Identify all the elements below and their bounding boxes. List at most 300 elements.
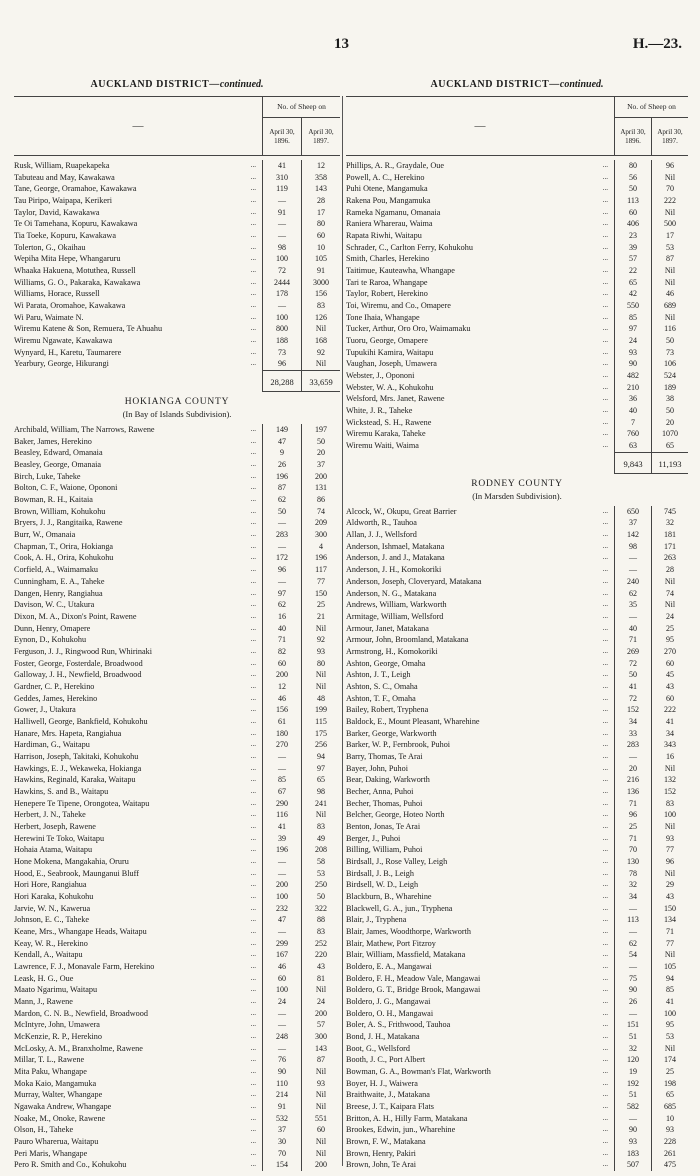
owner-name: Gower, J., Utakura <box>14 705 76 715</box>
table-row <box>14 207 340 219</box>
owner-name: Johnson, E. C., Taheke <box>14 915 90 925</box>
sheep-1897: 20 <box>301 447 340 459</box>
sheep-1897: Nil <box>301 1089 340 1101</box>
table-row <box>14 471 340 483</box>
leader-dots: ... <box>250 938 256 947</box>
leader-dots: ... <box>602 997 608 1006</box>
table-row <box>14 517 340 529</box>
table-row <box>14 833 340 845</box>
sheep-1897: 43 <box>301 961 340 973</box>
sheep-1897: 50 <box>301 891 340 903</box>
sheep-1896: 82 <box>262 646 301 658</box>
sheep-1897: Nil <box>651 821 688 833</box>
owner-name: Boler, A. S., Frithwood, Tauhoa <box>346 1020 451 1030</box>
sheep-1896: 50 <box>614 183 651 195</box>
owner-name: Birdsall, J. B., Leigh <box>346 868 414 878</box>
table-row <box>346 961 688 973</box>
table-row <box>14 728 340 740</box>
sheep-1896: 62 <box>614 588 651 600</box>
leader-dots: ... <box>602 1090 608 1099</box>
owner-name: McIntyre, John, Umawera <box>14 1020 100 1030</box>
table-row <box>346 393 688 405</box>
owner-name: Keane, Mrs., Whangape Heads, Waitapu <box>14 926 147 936</box>
sheep-1896: 47 <box>262 436 301 448</box>
table-row <box>346 704 688 716</box>
sheep-count-header <box>614 97 688 155</box>
sheep-1897: 343 <box>651 739 688 751</box>
sheep-1897: 115 <box>301 716 340 728</box>
sheep-1896: 310 <box>262 172 301 184</box>
name-column-header: — <box>132 120 144 132</box>
table-row <box>14 436 340 448</box>
leader-dots: ... <box>602 359 608 368</box>
table-row <box>346 1159 688 1171</box>
sheep-1897: 105 <box>651 961 688 973</box>
table-row <box>346 541 688 553</box>
owner-name: Brown, John, Te Arai <box>346 1160 416 1170</box>
sheep-1896: 71 <box>262 634 301 646</box>
subtotal-1896: 28,288 <box>262 370 301 392</box>
sheep-1896: 67 <box>262 786 301 798</box>
owner-name: Tari te Raroa, Whangape <box>346 277 428 287</box>
sheep-1897: 95 <box>651 634 688 646</box>
owner-name: Mita Paku, Whangape <box>14 1067 87 1077</box>
sheep-1897: 93 <box>651 1124 688 1136</box>
leader-dots: ... <box>602 1078 608 1087</box>
year-1896-header: April 30, 1896. <box>620 128 646 145</box>
sheep-1897: 74 <box>651 588 688 600</box>
leader-dots: ... <box>602 172 608 181</box>
sheep-1896: — <box>614 903 651 915</box>
sheep-1897: Nil <box>651 576 688 588</box>
table-row <box>346 879 688 891</box>
sheep-1896: 269 <box>614 646 651 658</box>
leader-dots: ... <box>250 810 256 819</box>
table-row <box>14 1148 340 1160</box>
owner-name: Webster, J., Opononi <box>346 371 415 381</box>
leader-dots: ... <box>602 1043 608 1052</box>
table-row <box>14 669 340 681</box>
table-row <box>14 949 340 961</box>
table-row <box>346 798 688 810</box>
sheep-1896: — <box>262 926 301 938</box>
leader-dots: ... <box>602 868 608 877</box>
owner-name: Wiremu Waiti, Waima <box>346 441 419 451</box>
leader-dots: ... <box>250 868 256 877</box>
owner-name: Becher, Anna, Puhoi <box>346 786 414 796</box>
sheep-1896: 200 <box>262 879 301 891</box>
owner-name: Tabuteau and May, Kawakawa <box>14 172 115 182</box>
sheep-1897: 43 <box>651 681 688 693</box>
sheep-count-title: No. of Sheep on <box>615 97 688 118</box>
owner-name: Brown, F. W., Matakana <box>346 1137 426 1147</box>
leader-dots: ... <box>250 915 256 924</box>
sheep-1896: — <box>262 1008 301 1020</box>
table-row <box>346 891 688 903</box>
leader-dots: ... <box>602 845 608 854</box>
sheep-1897: 53 <box>651 1031 688 1043</box>
leader-dots: ... <box>602 161 608 169</box>
leader-dots: ... <box>250 231 256 240</box>
leader-dots: ... <box>250 926 256 935</box>
table-row <box>14 160 340 172</box>
sheep-1896: 76 <box>262 1054 301 1066</box>
sheep-1896: 290 <box>262 798 301 810</box>
sheep-1896: — <box>262 763 301 775</box>
column-separator <box>342 96 343 1166</box>
sheep-1897: 96 <box>651 856 688 868</box>
table-row <box>346 984 688 996</box>
sheep-1896: 116 <box>262 809 301 821</box>
leader-dots: ... <box>602 775 608 784</box>
table-row <box>14 576 340 588</box>
sheep-1897: 77 <box>301 576 340 588</box>
sheep-1896: — <box>262 868 301 880</box>
sheep-1896: 90 <box>614 984 651 996</box>
sheep-1896: 12 <box>262 681 301 693</box>
leader-dots: ... <box>602 705 608 714</box>
leader-dots: ... <box>250 436 256 445</box>
sheep-1897: 174 <box>651 1054 688 1066</box>
sheep-1897: 37 <box>301 459 340 471</box>
sheep-1896: 2444 <box>262 277 301 289</box>
leader-dots: ... <box>602 1055 608 1064</box>
sheep-1896: — <box>614 926 651 938</box>
leader-dots: ... <box>250 553 256 562</box>
owner-name: Hardiman, G., Waitapu <box>14 740 90 750</box>
sheep-1896: — <box>262 195 301 207</box>
owner-name: Birdsall, J., Rose Valley, Leigh <box>346 856 448 866</box>
table-row <box>14 253 340 265</box>
sheep-1897: 222 <box>651 195 688 207</box>
table-row <box>346 347 688 359</box>
sheep-1897: 181 <box>651 529 688 541</box>
sheep-1896: 40 <box>262 623 301 635</box>
sheep-1897: Nil <box>651 172 688 184</box>
leader-dots: ... <box>250 740 256 749</box>
sheep-1897: 48 <box>301 693 340 705</box>
leader-dots: ... <box>602 371 608 380</box>
sheep-1896: 96 <box>262 564 301 576</box>
owner-name: Andrews, William, Warkworth <box>346 600 447 610</box>
sheep-1896: 96 <box>262 358 301 370</box>
owner-name: Anderson, N. G., Matakana <box>346 588 437 598</box>
leader-dots: ... <box>250 646 256 655</box>
sheep-1896: 60 <box>262 658 301 670</box>
sheep-1897: 93 <box>301 1078 340 1090</box>
table-row <box>14 288 340 300</box>
leader-dots: ... <box>250 588 256 597</box>
leader-dots: ... <box>250 289 256 298</box>
table-row <box>14 716 340 728</box>
leader-dots: ... <box>602 1137 608 1146</box>
sheep-1896: — <box>614 611 651 623</box>
sheep-1897: 29 <box>651 879 688 891</box>
sheep-1896: 30 <box>262 1136 301 1148</box>
owner-name: Leask, H. G., Oue <box>14 973 74 983</box>
leader-dots: ... <box>602 798 608 807</box>
leader-dots: ... <box>250 1102 256 1111</box>
owner-name: Boot, G., Wellsford <box>346 1043 411 1053</box>
sheep-1896: 196 <box>262 844 301 856</box>
leader-dots: ... <box>602 347 608 356</box>
owner-name: Bond, J. H., Matakana <box>346 1032 420 1042</box>
sheep-1896: 70 <box>614 844 651 856</box>
leader-dots: ... <box>250 1078 256 1087</box>
owner-name: Millar, T. L., Rawene <box>14 1055 85 1065</box>
sheep-1897: 53 <box>651 242 688 254</box>
owner-name: Wi Parata, Oromahoe, Kawakawa <box>14 301 126 311</box>
county-heading: HOKIANGA COUNTY <box>124 397 230 408</box>
sheep-1897: 117 <box>301 564 340 576</box>
sheep-1896: — <box>614 1113 651 1125</box>
leader-dots: ... <box>250 448 256 457</box>
owner-name: Belcher, George, Hoteo North <box>346 810 445 820</box>
sheep-1896: 507 <box>614 1159 651 1171</box>
table-row <box>14 821 340 833</box>
sheep-1897: 94 <box>301 751 340 763</box>
sheep-1896: 130 <box>614 856 651 868</box>
owner-name: Armitage, William, Wellsford <box>346 611 444 621</box>
sheep-1897: 196 <box>301 552 340 564</box>
owner-name: Schrader, C., Carlton Ferry, Kohukohu <box>346 242 473 252</box>
leader-dots: ... <box>250 576 256 585</box>
owner-name: Boldero, F. H., Meadow Vale, Mangawai <box>346 973 481 983</box>
owner-name: Powell, A. C., Herekino <box>346 172 425 182</box>
sheep-1897: 50 <box>651 335 688 347</box>
sheep-1896: 248 <box>262 1031 301 1043</box>
subtotal-row <box>346 452 688 474</box>
owner-name: White, J. R., Taheke <box>346 406 413 416</box>
leader-dots: ... <box>602 576 608 585</box>
owner-name: Moka Kaio, Mangamuka <box>14 1078 97 1088</box>
table-row <box>346 1066 688 1078</box>
sheep-1897: 199 <box>301 704 340 716</box>
sheep-1897: 551 <box>301 1113 340 1125</box>
sheep-1896: 61 <box>262 716 301 728</box>
table-body-a <box>346 160 688 452</box>
owner-name: Boldero, G. T., Bridge Brook, Mangawai <box>346 985 481 995</box>
sheep-1896: 40 <box>614 405 651 417</box>
owner-name: Alcock, W., Okupu, Great Barrier <box>346 506 457 516</box>
leader-dots: ... <box>250 336 256 345</box>
sheep-1897: 85 <box>651 984 688 996</box>
owner-name: Breese, J. T., Kaipara Flats <box>346 1102 434 1112</box>
sheep-1897: 77 <box>651 844 688 856</box>
sheep-1897: 17 <box>301 207 340 219</box>
sheep-1896: 71 <box>614 833 651 845</box>
sheep-1896: — <box>262 856 301 868</box>
district-title: AUCKLAND DISTRICT— <box>430 79 560 90</box>
leader-dots: ... <box>602 681 608 690</box>
table-row <box>14 1078 340 1090</box>
owner-name: Taylor, David, Kawakawa <box>14 207 100 217</box>
owner-name: Baker, James, Herekino <box>14 436 92 446</box>
leader-dots: ... <box>602 254 608 263</box>
sheep-1897: 270 <box>651 646 688 658</box>
leader-dots: ... <box>602 693 608 702</box>
leader-dots: ... <box>602 382 608 391</box>
sheep-1897: 524 <box>651 370 688 382</box>
sheep-1897: 222 <box>651 704 688 716</box>
sheep-1896: 80 <box>614 160 651 172</box>
sheep-1896: 178 <box>262 288 301 300</box>
table-row <box>14 693 340 705</box>
leader-dots: ... <box>250 950 256 959</box>
leader-dots: ... <box>602 821 608 830</box>
sheep-1896: 196 <box>262 471 301 483</box>
leader-dots: ... <box>602 670 608 679</box>
leader-dots: ... <box>250 242 256 251</box>
sheep-1896: 78 <box>614 868 651 880</box>
sheep-1897: Nil <box>301 358 340 370</box>
owner-name: Hori Karaka, Kohukohu <box>14 891 94 901</box>
table-row <box>14 856 340 868</box>
sheep-1896: 800 <box>262 323 301 335</box>
leader-dots: ... <box>250 324 256 333</box>
sheep-1896: 54 <box>614 949 651 961</box>
sheep-1896: 180 <box>262 728 301 740</box>
sheep-1897: Nil <box>301 984 340 996</box>
owner-name: Tucker, Arthur, Oro Oro, Waimamaku <box>346 324 471 334</box>
sheep-1897: 73 <box>651 347 688 359</box>
owner-name: Phillips, A. R., Graydale, Oue <box>346 161 445 170</box>
sheep-count-title: No. of Sheep on <box>263 97 340 118</box>
sheep-1897: 57 <box>301 1019 340 1031</box>
sheep-1896: 37 <box>614 517 651 529</box>
table-body-a <box>14 160 340 370</box>
sheep-1897: 156 <box>301 288 340 300</box>
sheep-1897: 250 <box>301 879 340 891</box>
table-row <box>14 844 340 856</box>
owner-name: Blackwell, G. A., jun., Tryphena <box>346 903 453 913</box>
table-row <box>14 218 340 230</box>
district-continued: continued. <box>559 79 604 90</box>
sheep-1896: 270 <box>262 739 301 751</box>
table-row <box>346 833 688 845</box>
owner-name: Bowman, G. A., Bowman's Flat, Warkworth <box>346 1067 491 1077</box>
leader-dots: ... <box>602 833 608 842</box>
table-row <box>346 739 688 751</box>
leader-dots: ... <box>250 1125 256 1134</box>
sheep-1897: 500 <box>651 218 688 230</box>
leader-dots: ... <box>602 973 608 982</box>
sheep-1897: 49 <box>301 833 340 845</box>
leader-dots: ... <box>602 1008 608 1017</box>
sheep-1897: 131 <box>301 482 340 494</box>
sheep-1896: 50 <box>614 669 651 681</box>
leader-dots: ... <box>602 301 608 310</box>
owner-name: Vaughan, Joseph, Umawera <box>346 359 437 369</box>
leader-dots: ... <box>602 600 608 609</box>
sheep-1897: 83 <box>301 926 340 938</box>
owner-name: Barker, George, Warkworth <box>346 728 437 738</box>
sheep-1896: 283 <box>262 529 301 541</box>
sheep-1896: 85 <box>262 774 301 786</box>
owner-name: Kendall, A., Waitapu <box>14 950 83 960</box>
leader-dots: ... <box>602 740 608 749</box>
owner-name: Brookes, Edwin, jun., Wharehine <box>346 1125 456 1135</box>
leader-dots: ... <box>250 693 256 702</box>
owner-name: Booth, J. C., Port Albert <box>346 1055 426 1065</box>
sheep-1896: 51 <box>614 1031 651 1043</box>
sheep-1897: Nil <box>651 1043 688 1055</box>
leader-dots: ... <box>602 324 608 333</box>
table-row <box>346 517 688 529</box>
owner-name: Wepiha Mita Hepe, Whangaruru <box>14 254 121 264</box>
leader-dots: ... <box>250 541 256 550</box>
sheep-1896: 9 <box>262 447 301 459</box>
sheep-1896: 71 <box>614 634 651 646</box>
owner-name: Blair, James, Woodthorpe, Warkworth <box>346 926 471 936</box>
sheep-1897: Nil <box>301 809 340 821</box>
sheep-1897: 150 <box>301 588 340 600</box>
leader-dots: ... <box>602 429 608 438</box>
sheep-1897: 81 <box>301 973 340 985</box>
sheep-1896: 210 <box>614 382 651 394</box>
owner-name: Barry, Thomas, Te Arai <box>346 751 423 761</box>
leader-dots: ... <box>250 821 256 830</box>
table-body-b <box>14 424 340 1171</box>
sheep-1896: — <box>614 961 651 973</box>
table-row <box>346 1101 688 1113</box>
owner-name: Boyer, H. J., Waiwera <box>346 1078 418 1088</box>
subtotal-1897: 33,659 <box>301 370 340 392</box>
sheep-1897: 168 <box>301 335 340 347</box>
sheep-1897: 87 <box>301 1054 340 1066</box>
owner-name: Billing, William, Puhoi <box>346 845 423 855</box>
table-row <box>346 552 688 564</box>
table-row <box>14 358 340 370</box>
owner-name: Cook, A. H., Orira, Kohukohu <box>14 553 114 563</box>
sheep-1896: 214 <box>262 1089 301 1101</box>
table-row <box>14 914 340 926</box>
sheep-1896: 23 <box>614 230 651 242</box>
leader-dots: ... <box>602 728 608 737</box>
owner-name: Geddes, James, Herekino <box>14 693 98 703</box>
leader-dots: ... <box>602 184 608 193</box>
sheep-1896: 100 <box>262 984 301 996</box>
table-row <box>14 242 340 254</box>
leader-dots: ... <box>602 394 608 403</box>
sheep-1896: 75 <box>614 973 651 985</box>
leader-dots: ... <box>602 1102 608 1111</box>
subdivision-heading: (In Bay of Islands Subdivision). <box>122 409 232 420</box>
leader-dots: ... <box>250 763 256 772</box>
owner-name: Tuoru, George, Omapere <box>346 336 428 346</box>
owner-name: Hori Hore, Rangiahua <box>14 880 87 890</box>
owner-name: Hawkins, S. and B., Waitapu <box>14 786 109 796</box>
sheep-1897: 300 <box>301 529 340 541</box>
owner-name: Williams, G. O., Pakaraka, Kawakawa <box>14 277 141 287</box>
leader-dots: ... <box>250 681 256 690</box>
table-row <box>346 1008 688 1020</box>
table-row <box>346 382 688 394</box>
sheep-1897: Nil <box>651 207 688 219</box>
sheep-1896: — <box>262 1019 301 1031</box>
owner-name: Blair, J., Tryphena <box>346 915 407 925</box>
table-row <box>346 506 688 518</box>
district-heading <box>346 74 688 96</box>
owner-name: Raniera Wharerau, Waima <box>346 219 433 229</box>
leader-dots: ... <box>250 471 256 480</box>
sheep-1896: 200 <box>262 669 301 681</box>
table-row <box>346 693 688 705</box>
sheep-1897: 189 <box>651 382 688 394</box>
leader-dots: ... <box>602 541 608 550</box>
table-row <box>346 183 688 195</box>
owner-name: Britton, A. H., Hilly Farm, Matakana <box>346 1113 468 1123</box>
